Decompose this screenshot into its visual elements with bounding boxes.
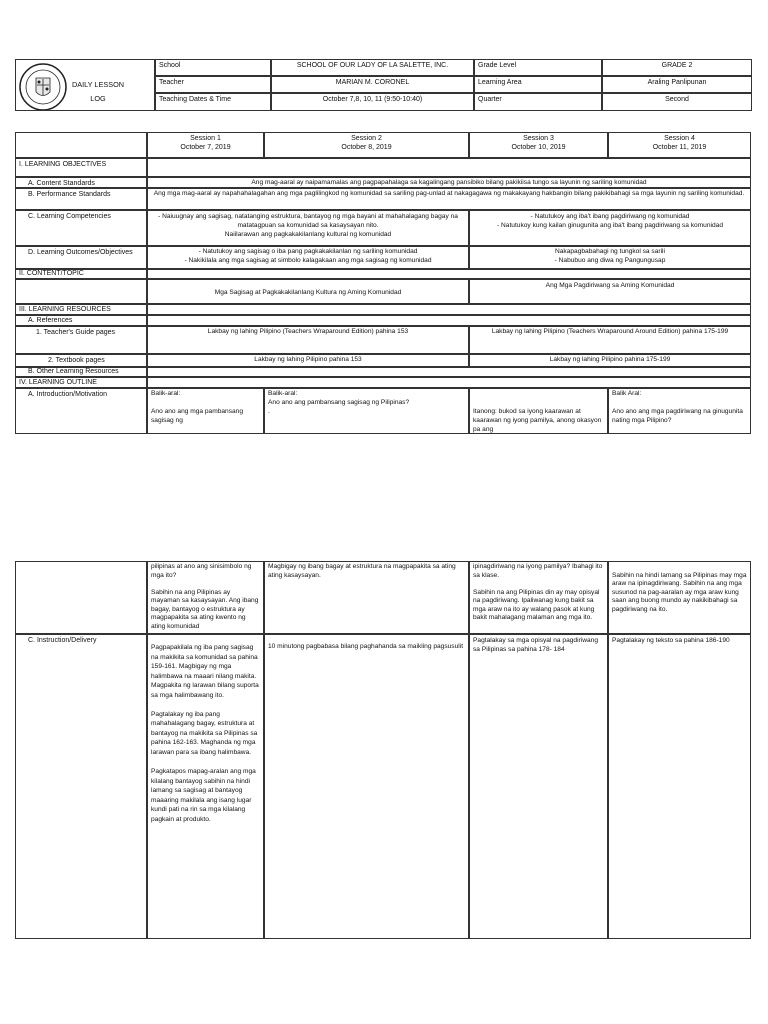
references-label: A. References xyxy=(15,315,147,326)
dates-label: Teaching Dates & Time xyxy=(155,93,271,111)
performance-standards-label: B. Performance Standards xyxy=(15,188,147,210)
session-2-header: Session 2 October 8, 2019 xyxy=(264,132,469,158)
content-topic-spacer xyxy=(147,269,751,279)
content-standards-label: A. Content Standards xyxy=(15,177,147,188)
teachers-guide-sessions-1-2: Lakbay ng lahing Pilipino (Teachers Wraparound Edition) pahina 153 xyxy=(147,326,469,354)
objectives-sessions-3-4: Nakapagbabahagi ng tungkol sa sarili - Nabubuo ang diwa ng Pangungusap xyxy=(469,246,751,269)
dates-value: October 7,8, 10, 11 (9:50-10:40) xyxy=(271,93,474,111)
teacher-value: MARIAN M. CORONEL xyxy=(271,76,474,93)
content-topic-label: II. CONTENT/TOPIC xyxy=(15,269,147,279)
textbook-sessions-1-2: Lakbay ng lahing Pilipino pahina 153 xyxy=(147,354,469,367)
outline-label: IV. LEARNING OUTLINE xyxy=(15,377,147,388)
grade-value: GRADE 2 xyxy=(602,59,752,76)
performance-standards: Ang mga mag-aaral ay napahahalagahan ang mga paglilingkod ng komunidad sa sariling pag-unlad at nakagagawa ng makakayang hakbangin bilang pakikibahagi sa mga layunin ng sariling komunidad. xyxy=(147,188,751,210)
quarter-value: Second xyxy=(602,93,752,111)
textbook-label: 2. Textbook pages xyxy=(15,354,147,367)
intro-session-4: Balik Aral: Ano ano ang mga pagdiriwang na ginugunita nating mga Pilipino? xyxy=(608,388,751,434)
content-topic-blank xyxy=(15,279,147,304)
intro-session-1: Balik-aral: Ano ano ang mga pambansang sagisag ng xyxy=(147,388,264,434)
resources-row xyxy=(147,304,751,315)
intro-session-3: Itanong: bukod sa iyong kaarawan at kaarawan ng iyong pamilya, anong okasyon pa ang xyxy=(469,388,608,434)
instruction-session-3: Pagtalakay sa mga opisyal na pagdiriwang sa Pilipinas sa pahina 178- 184 xyxy=(469,634,608,939)
instruction-session-1: Pagpapakilala ng iba pang sagisag na makikita sa komunidad sa pahina 159-161. Magbigay ng mga halimbawa na maaari nilang makita. Magpakita ng larawan bilang suporta sa mga halimbawang ito. Pagtalakay ng iba pang mahahalagang bagay, estruktura at bantayog na makikita sa Pilipinas sa pahina 162-163. Maghanda ng mga larawan para sa ibang halimbawa. Pagkatapos mapag-aralan ang mga kilalang bantayog sabihin na hindi lamang sa sagisag at bantayog maaaring makilala ang isang lugar kundi pati na rin sa mga kilalang pagkain at produkto. xyxy=(147,634,264,939)
instruction-session-2: 10 minutong pagbabasa bilang paghahanda sa maikling pagsusulit xyxy=(264,634,469,939)
quarter-label: Quarter xyxy=(474,93,602,111)
other-resources-row xyxy=(147,367,751,377)
competencies-sessions-3-4: - Natutukoy ang iba't ibang pagdiriwang ng komunidad - Natutukoy kung kailan ginugunita ang iba't ibang pagdiriwang sa komunidad xyxy=(469,210,751,246)
teachers-guide-sessions-3-4: Lakbay ng lahing Pilipino (Teachers Wraparound Around Edition) pahina 175-199 xyxy=(469,326,751,354)
outline-row xyxy=(147,377,751,388)
intro-continued-session-2: Magbigay ng ibang bagay at estruktura na magpapakita sa ating ating kasaysayan. xyxy=(264,561,469,634)
references-row xyxy=(147,315,751,326)
content-topic-sessions-3-4: Ang Mga Pagdiriwang sa Aming Komunidad xyxy=(469,279,751,304)
intro-continued-session-3: ipinagdiriwang na iyong pamilya? Ibahagi ito sa klase. Sabihin na ang Pilipinas din ay may opisyal na pagdiriwang. Ipaliwanag kung bakit sa mga araw na ito ay walang pasok at kung bakit mahalagang malaman ang mga ito. xyxy=(469,561,608,634)
competencies-label: C. Learning Competencies xyxy=(15,210,147,246)
area-label: Learning Area xyxy=(474,76,602,93)
header-title: DAILY LESSON LOG xyxy=(71,80,125,103)
intro-label: A. Introduction/Motivation xyxy=(15,388,147,434)
teacher-label: Teacher xyxy=(155,76,271,93)
teachers-guide-label: 1. Teacher's Guide pages xyxy=(15,326,147,354)
instruction-label: C. Instruction/Delivery xyxy=(15,634,147,939)
grade-label: Grade Level xyxy=(474,59,602,76)
other-resources-label: B. Other Learning Resources xyxy=(15,367,147,377)
area-value: Araling Panlipunan xyxy=(602,76,752,93)
competencies-sessions-1-2: - Naiuugnay ang sagisag, natatanging estruktura, bantayog ng mga bayani at mahahalagang bagay na matatagpuan sa komunidad sa kasaysayan nito. Naiilarawan ang pagkakakilanlang kultural ng komunidad xyxy=(147,210,469,246)
school-label: School xyxy=(155,59,271,76)
instruction-session-4: Pagtalakay ng teksto sa pahina 186-190 xyxy=(608,634,751,939)
session-corner xyxy=(15,132,147,158)
objectives-label: D. Learning Outcomes/Objectives xyxy=(15,246,147,269)
session-3-header: Session 3 October 10, 2019 xyxy=(469,132,608,158)
textbook-sessions-3-4: Lakbay ng lahing Pilipino pahina 175-199 xyxy=(469,354,751,367)
resources-label: III. LEARNING RESOURCES xyxy=(15,304,147,315)
intro-continued-label xyxy=(15,561,147,634)
intro-session-2: Balik-aral: Ano ano ang pambansang sagisag ng Pilipinas? . xyxy=(264,388,469,434)
intro-continued-session-1: pilipinas at ano ang sinisimbolo ng mga ito? Sabihin na ang Pilipinas ay mayaman sa kasaysayan. Ang ibang bagay, bantayog o estruktura ay magpapakita sa ating kwento ng ating komunidad xyxy=(147,561,264,634)
school-value: SCHOOL OF OUR LADY OF LA SALETTE, INC. xyxy=(271,59,474,76)
content-standards: Ang mag-aaral ay naipamamalas ang pagpapahalaga sa kagalingang pansibiko bilang pakikiisa tungo sa layunin ng sariling komunidad xyxy=(147,177,751,188)
learning-objectives-label: I. LEARNING OBJECTIVES xyxy=(15,158,147,177)
intro-continued-session-4: Sabihin na hindi lamang sa Pilipinas may mga araw na ipinagdiriwang. Sabihin na ang mga susunod na pag-aaralan ay mga araw kung saan ang buong mundo ay nakikibahagi sa pagdiriwang na ito. xyxy=(608,561,751,634)
session-1-header: Session 1 October 7, 2019 xyxy=(147,132,264,158)
session-4-header: Session 4 October 11, 2019 xyxy=(608,132,751,158)
content-topic-sessions-1-2: Mga Sagisag at Pagkakakilanlang Kultura ng Aming Komunidad xyxy=(147,279,469,304)
objectives-sessions-1-2: - Natutukoy ang sagisag o iba pang pagkakakilanlan ng sariling komunidad - Nakikilala ang mga sagisag at simbolo kalagakaan ang mga sagisag ng komunidad xyxy=(147,246,469,269)
learning-objectives-row xyxy=(147,158,751,177)
